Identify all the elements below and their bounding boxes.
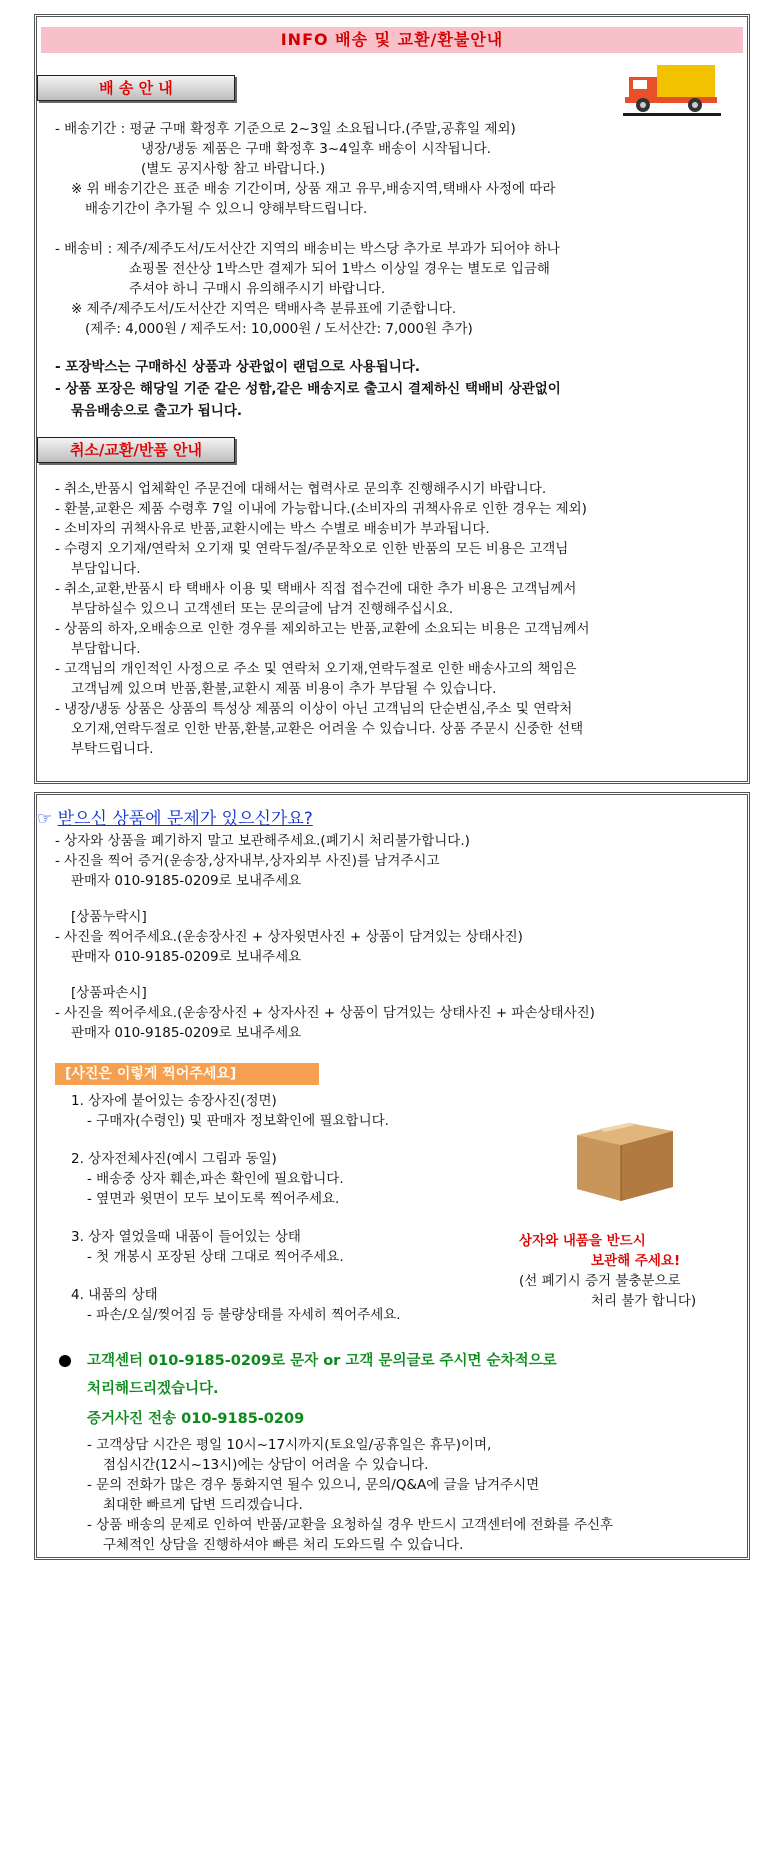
problem-line: - 상자와 상품을 폐기하지 말고 보관해주세요.(폐기시 처리불가합니다.)	[55, 833, 470, 849]
disposal-warning: 처리 불가 합니다)	[591, 1293, 697, 1309]
shipping-line: ※ 위 배송기간은 표준 배송 기간이며, 상품 재고 유무,배송지역,택배사 사정에 따라	[71, 181, 556, 197]
cs-line: - 문의 전화가 많은 경우 통화지연 될수 있으니, 문의/Q&A에 글을 남겨주시면	[87, 1477, 540, 1493]
pointing-hand-icon: ☞	[37, 809, 53, 829]
cancel-line: - 수령지 오기재/연락처 오기재 및 연락두절/주문착오로 인한 반품의 모든 비용은 고객님	[55, 541, 569, 557]
problem-line: - 사진을 찍어 증거(운송장,상자내부,상자외부 사진)를 남겨주시고	[55, 853, 440, 869]
photo-step: 3. 상자 열었을때 내품이 들어있는 상태	[71, 1229, 301, 1245]
customer-center-line: 처리해드리겠습니다.	[87, 1381, 219, 1397]
cancel-line: 부담합니다.	[71, 641, 141, 657]
problem-info-panel	[34, 792, 750, 1560]
photo-guide-title: [사진은 이렇게 찍어주세요]	[55, 1063, 319, 1085]
cancel-line: - 고객님의 개인적인 사정으로 주소 및 연락처 오기재,연락두절로 인한 배송사고의 책임은	[55, 661, 577, 677]
disposal-warning: (선 폐기시 증거 불충분으로	[519, 1273, 681, 1289]
photo-step: 1. 상자에 붙어있는 송장사진(정면)	[71, 1093, 277, 1109]
shipping-line: 냉장/냉동 제품은 구매 확정후 3~4일후 배송이 시작됩니다.	[141, 141, 491, 157]
photo-step: 2. 상자전체사진(예시 그림과 동일)	[71, 1151, 277, 1167]
problem-line: 판매자 010-9185-0209로 보내주세요	[71, 949, 302, 965]
cancel-section-title: 취소/교환/반품 안내	[37, 437, 235, 463]
question-heading	[37, 809, 313, 829]
delivery-truck-icon	[623, 57, 721, 117]
question-title: 받으신 상품에 문제가 있으신가요?	[57, 809, 313, 829]
missing-item-label: [상품누락시]	[71, 909, 147, 925]
cancel-line: - 상품의 하자,오배송으로 인한 경우를 제외하고는 반품,교환에 소요되는 비용은 고객님께서	[55, 621, 590, 637]
cs-line: 구체적인 상담을 진행하셔야 빠른 처리 도와드릴 수 있습니다.	[103, 1537, 464, 1553]
photo-step-detail: - 옆면과 윗면이 모두 보이도록 찍어주세요.	[87, 1191, 340, 1207]
shipping-line: 묶음배송으로 출고가 됩니다.	[71, 403, 243, 419]
problem-line: 판매자 010-9185-0209로 보내주세요	[71, 873, 302, 889]
cancel-line: 고객님께 있으며 반품,환불,교환시 제품 비용이 추가 부담될 수 있습니다.	[71, 681, 497, 697]
photo-step-detail: - 첫 개봉시 포장된 상태 그대로 찍어주세요.	[87, 1249, 344, 1265]
shipping-line: (제주: 4,000원 / 제주도서: 10,000원 / 도서산간: 7,000원 추가)	[85, 321, 473, 337]
shipping-info-panel	[34, 14, 750, 784]
evidence-photo-title: 증거사진 전송 010-9185-0209	[87, 1411, 305, 1427]
photo-step-detail: - 구매자(수령인) 및 판매자 정보확인에 필요합니다.	[87, 1113, 389, 1129]
problem-line: - 사진을 찍어주세요.(운송장사진 + 상자윗면사진 + 상품이 담겨있는 상태사진)	[55, 929, 523, 945]
shipping-line: 배송기간이 추가될 수 있으니 양해부탁드립니다.	[85, 201, 368, 217]
customer-center-line: 고객센터 010-9185-0209로 문자 or 고객 문의글로 주시면 순차적으로	[87, 1353, 557, 1369]
cancel-line: 부탁드립니다.	[71, 741, 154, 757]
cancel-line: - 소비자의 귀책사유로 반품,교환시에는 박스 수별로 배송비가 부과됩니다.	[55, 521, 490, 537]
cancel-line: - 취소,반품시 업체확인 주문건에 대해서는 협력사로 문의후 진행해주시기 바랍니다.	[55, 481, 547, 497]
cardboard-box-icon	[569, 1113, 681, 1205]
cs-line: - 고객상담 시간은 평일 10시~17시까지(토요일/공휴일은 휴무)이며,	[87, 1437, 492, 1453]
photo-step-detail: - 파손/오실/찢어짐 등 불량상태를 자세히 찍어주세요.	[87, 1307, 401, 1323]
problem-line: 판매자 010-9185-0209로 보내주세요	[71, 1025, 302, 1041]
shipping-line: 주셔야 하니 구매시 유의해주시기 바랍니다.	[129, 281, 386, 297]
shipping-line: - 포장박스는 구매하신 상품과 상관없이 랜덤으로 사용됩니다.	[55, 359, 420, 375]
keep-box-notice: 보관해 주세요!	[591, 1253, 681, 1269]
shipping-section-title: 배 송 안 내	[37, 75, 235, 101]
header-title: INFO 배송 및 교환/환불안내	[41, 27, 743, 53]
cancel-line: 부담입니다.	[71, 561, 141, 577]
photo-step-detail: - 배송중 상자 훼손,파손 확인에 필요합니다.	[87, 1171, 344, 1187]
problem-line: - 사진을 찍어주세요.(운송장사진 + 상자사진 + 상품이 담겨있는 상태사진 + 파손상태사진)	[55, 1005, 595, 1021]
cs-line: - 상품 배송의 문제로 인하여 반품/교환을 요청하실 경우 반드시 고객센터에 전화를 주신후	[87, 1517, 614, 1533]
shipping-line: - 상품 포장은 해당일 기준 같은 성함,같은 배송지로 출고시 결제하신 택배비 상관없이	[55, 381, 561, 397]
cancel-line: - 취소,교환,반품시 타 택배사 이용 및 택배사 직접 접수건에 대한 추가 비용은 고객님께서	[55, 581, 577, 597]
cancel-line: 오기재,연락두절로 인한 반품,환불,교환은 어려울 수 있습니다. 상품 주문시 신중한 선택	[71, 721, 584, 737]
photo-step: 4. 내품의 상태	[71, 1287, 158, 1303]
cancel-line: - 환불,교환은 제품 수령후 7일 이내에 가능합니다.(소비자의 귀책사유로 인한 경우는 제외)	[55, 501, 587, 517]
keep-box-notice: 상자와 내품을 반드시	[519, 1233, 646, 1249]
cs-line: 점심시간(12시~13시)에는 상담이 어려울 수 있습니다.	[103, 1457, 429, 1473]
shipping-fee: - 배송비 : 제주/제주도서/도서산간 지역의 배송비는 박스당 추가로 부과가 되어야 하나	[55, 241, 560, 257]
shipping-line: (별도 공지사항 참고 바랍니다.)	[141, 161, 326, 177]
damaged-item-label: [상품파손시]	[71, 985, 147, 1001]
shipping-line: 쇼핑몰 전산상 1박스만 결제가 되어 1박스 이상일 경우는 별도로 입금해	[129, 261, 550, 277]
bullet-icon	[59, 1355, 71, 1367]
cancel-line: 부담하실수 있으니 고객센터 또는 문의글에 남겨 진행해주십시요.	[71, 601, 454, 617]
cs-line: 최대한 빠르게 답변 드리겠습니다.	[103, 1497, 303, 1513]
shipping-line: ※ 제주/제주도서/도서산간 지역은 택배사측 분류표에 기준합니다.	[71, 301, 457, 317]
cancel-line: - 냉장/냉동 상품은 상품의 특성상 제품의 이상이 아닌 고객님의 단순변심,주소 및 연락처	[55, 701, 573, 717]
shipping-period: - 배송기간 : 평균 구매 확정후 기준으로 2~3일 소요됩니다.(주말,공휴일 제외)	[55, 121, 516, 137]
